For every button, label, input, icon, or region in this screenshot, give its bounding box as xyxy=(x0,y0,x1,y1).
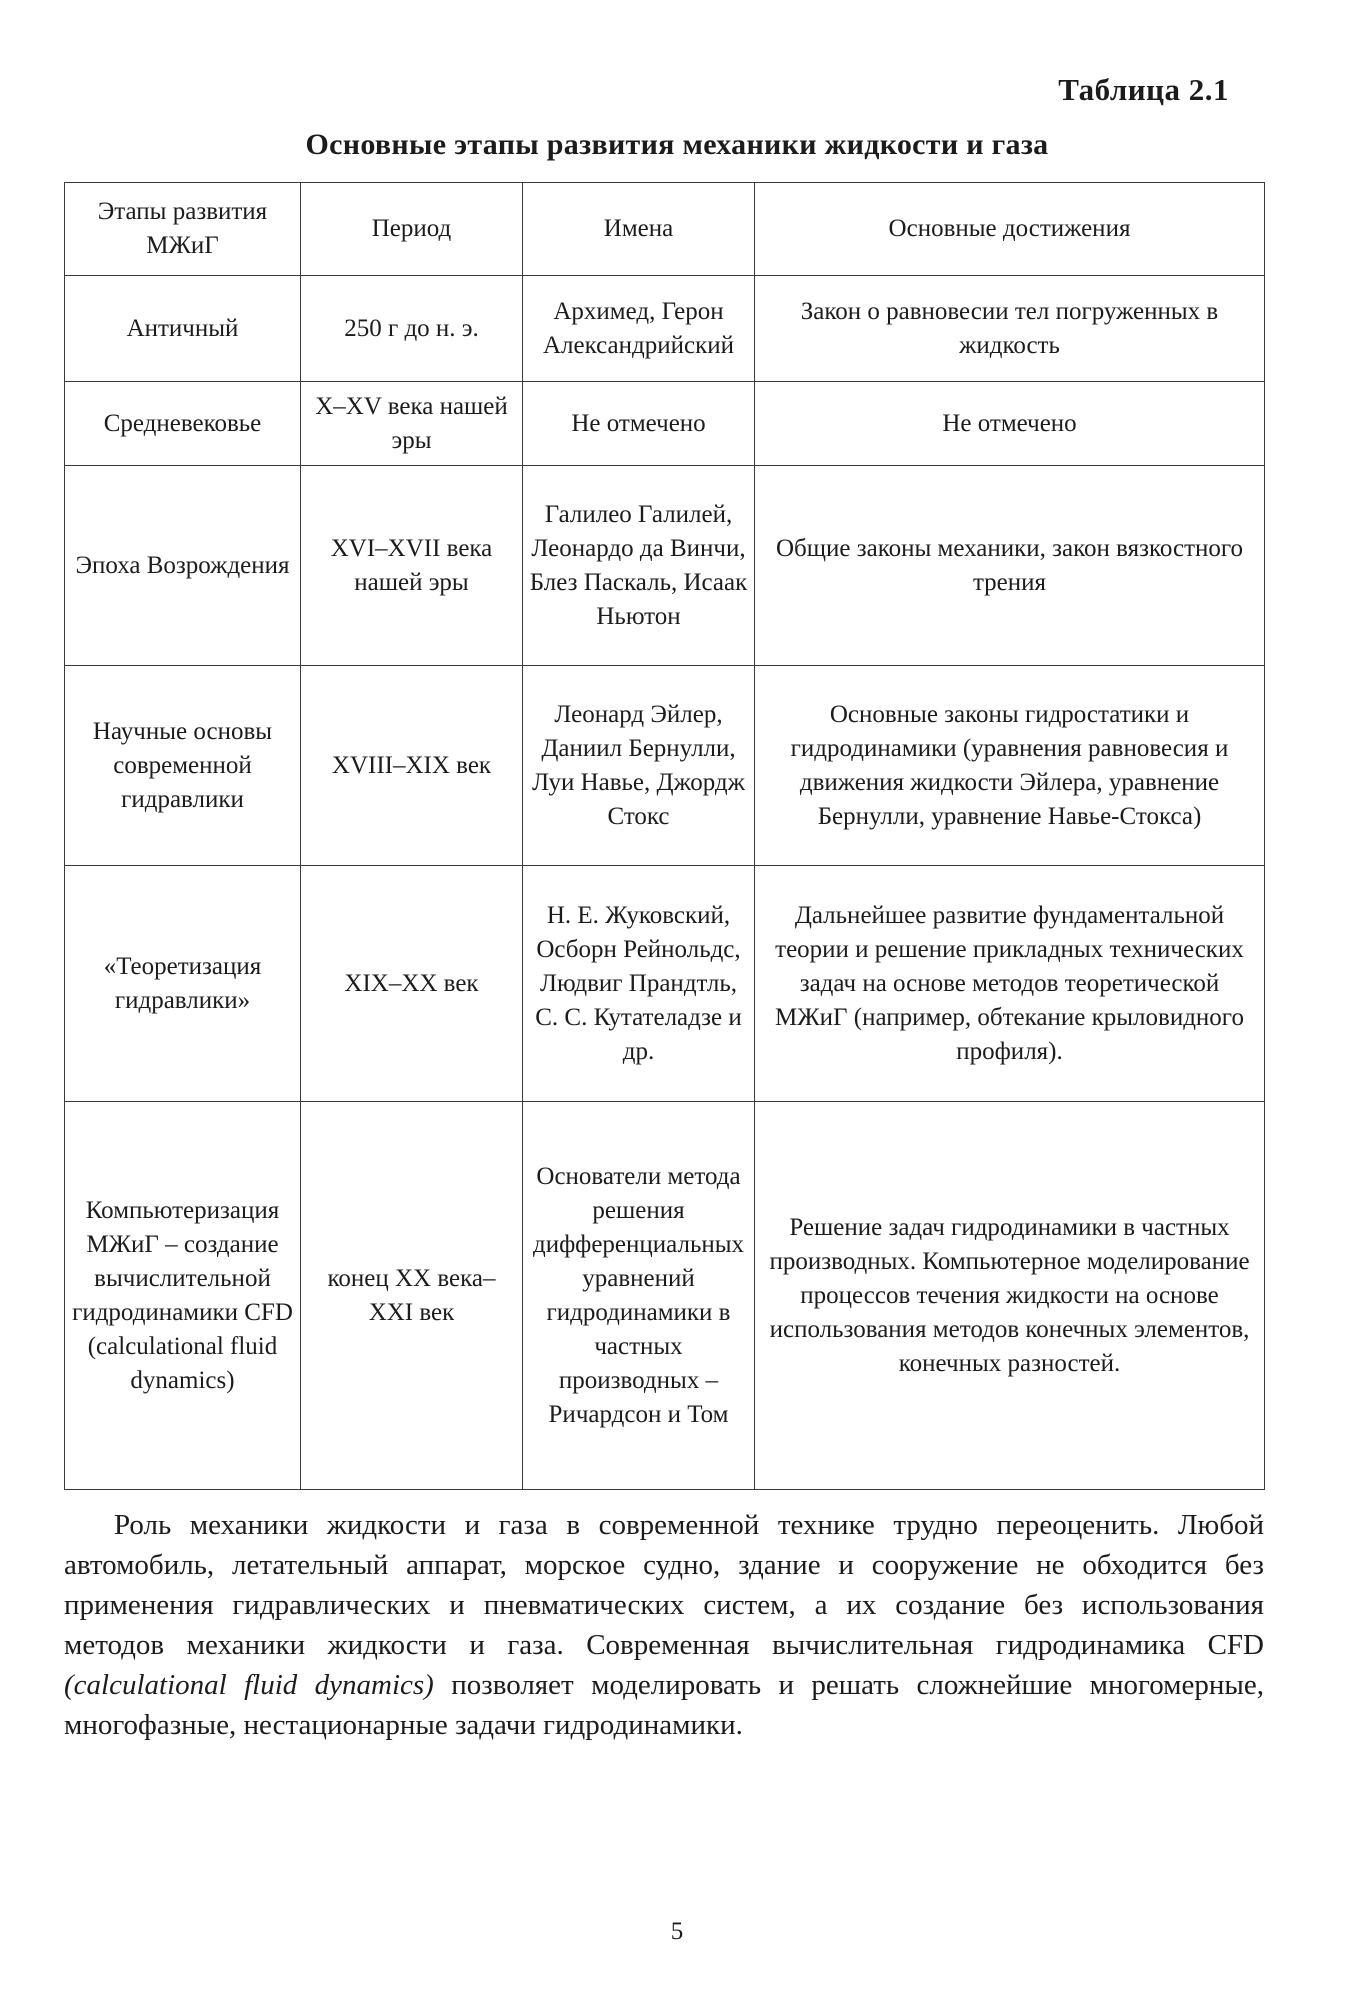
cell-stage: Научные основы современной гидравлики xyxy=(65,666,301,866)
body-paragraph xyxy=(64,1505,1264,1745)
cell-achievements: Дальнейшее развитие фундаментальной теории и решение прикладных технических задач на основе методов теоретической МЖиГ (например, обтекание крыловидного профиля). xyxy=(755,866,1265,1102)
paragraph-italic-term: (calculational fluid dynamics) xyxy=(64,1669,434,1701)
cell-period: X–XV века нашей эры xyxy=(301,382,523,466)
cell-achievements: Не отмечено xyxy=(755,382,1265,466)
cell-period: 250 г до н. э. xyxy=(301,276,523,382)
cell-stage: Эпоха Возрождения xyxy=(65,466,301,666)
cell-stage: Античный xyxy=(65,276,301,382)
header-stage: Этапы развития МЖиГ xyxy=(65,183,301,276)
table-row xyxy=(65,276,1265,382)
cell-achievements: Основные законы гидростатики и гидродинамики (уравнения равновесия и движения жидкости Эйлера, уравнение Бернулли, уравнение Навье-Стокса) xyxy=(755,666,1265,866)
cell-names: Леонард Эйлер, Даниил Бернулли, Луи Навье, Джордж Стокс xyxy=(523,666,755,866)
table-row xyxy=(65,866,1265,1102)
cell-names: Не отмечено xyxy=(523,382,755,466)
table-row xyxy=(65,466,1265,666)
header-achievements: Основные достижения xyxy=(755,183,1265,276)
cell-stage: «Теоретизация гидравлики» xyxy=(65,866,301,1102)
table-title: Основные этапы развития механики жидкости и газа xyxy=(305,128,1049,161)
cell-names: Н. Е. Жуковский, Осборн Рейнольдс, Людвиг Прандтль, С. С. Кутателадзе и др. xyxy=(523,866,755,1102)
cell-period: XVI–XVII века нашей эры xyxy=(301,466,523,666)
cell-period: конец XX века–XXI век xyxy=(301,1102,523,1490)
stages-table xyxy=(64,182,1265,1490)
paragraph-text-start: Роль механики жидкости и газа в современной технике трудно переоценить. Любой автомобиль, летательный аппарат, морское судно, здание и сооружение не обходится без применения гидравлических и пневматических систем, а их создание без использования методов механики жидкости и газа. Современная вычислительная гидродинамика CFD xyxy=(64,1509,1264,1661)
table-row xyxy=(65,1102,1265,1490)
cell-period: XVIII–XIX век xyxy=(301,666,523,866)
table-header-row xyxy=(65,183,1265,276)
table-row xyxy=(65,666,1265,866)
header-period: Период xyxy=(301,183,523,276)
cell-stage: Средневековье xyxy=(65,382,301,466)
paragraph-text-end: позволяет моделировать и решать сложнейшие многомерные, многофазные, нестационарные задачи гидродинамики. xyxy=(64,1669,1265,1741)
table-row xyxy=(65,382,1265,466)
cell-names: Основатели метода решения дифференциальных уравнений гидродинамики в частных производных – Ричардсон и Том xyxy=(523,1102,755,1490)
table-label: Таблица 2.1 xyxy=(1058,72,1229,107)
cell-names: Галилео Галилей, Леонардо да Винчи, Блез Паскаль, Исаак Ньютон xyxy=(523,466,755,666)
header-names: Имена xyxy=(523,183,755,276)
cell-achievements: Общие законы механики, закон вязкостного трения xyxy=(755,466,1265,666)
cell-achievements: Решение задач гидродинамики в частных производных. Компьютерное моделирование процессов течения жидкости на основе использования методов конечных элементов, конечных разностей. xyxy=(755,1102,1265,1490)
cell-names: Архимед, Герон Александрийский xyxy=(523,276,755,382)
page-number: 5 xyxy=(670,1918,684,1945)
cell-achievements: Закон о равновесии тел погруженных в жидкость xyxy=(755,276,1265,382)
cell-period: XIX–XX век xyxy=(301,866,523,1102)
cell-stage: Компьютеризация МЖиГ – создание вычислительной гидродинамики CFD (calculational fluid dynamics) xyxy=(65,1102,301,1490)
